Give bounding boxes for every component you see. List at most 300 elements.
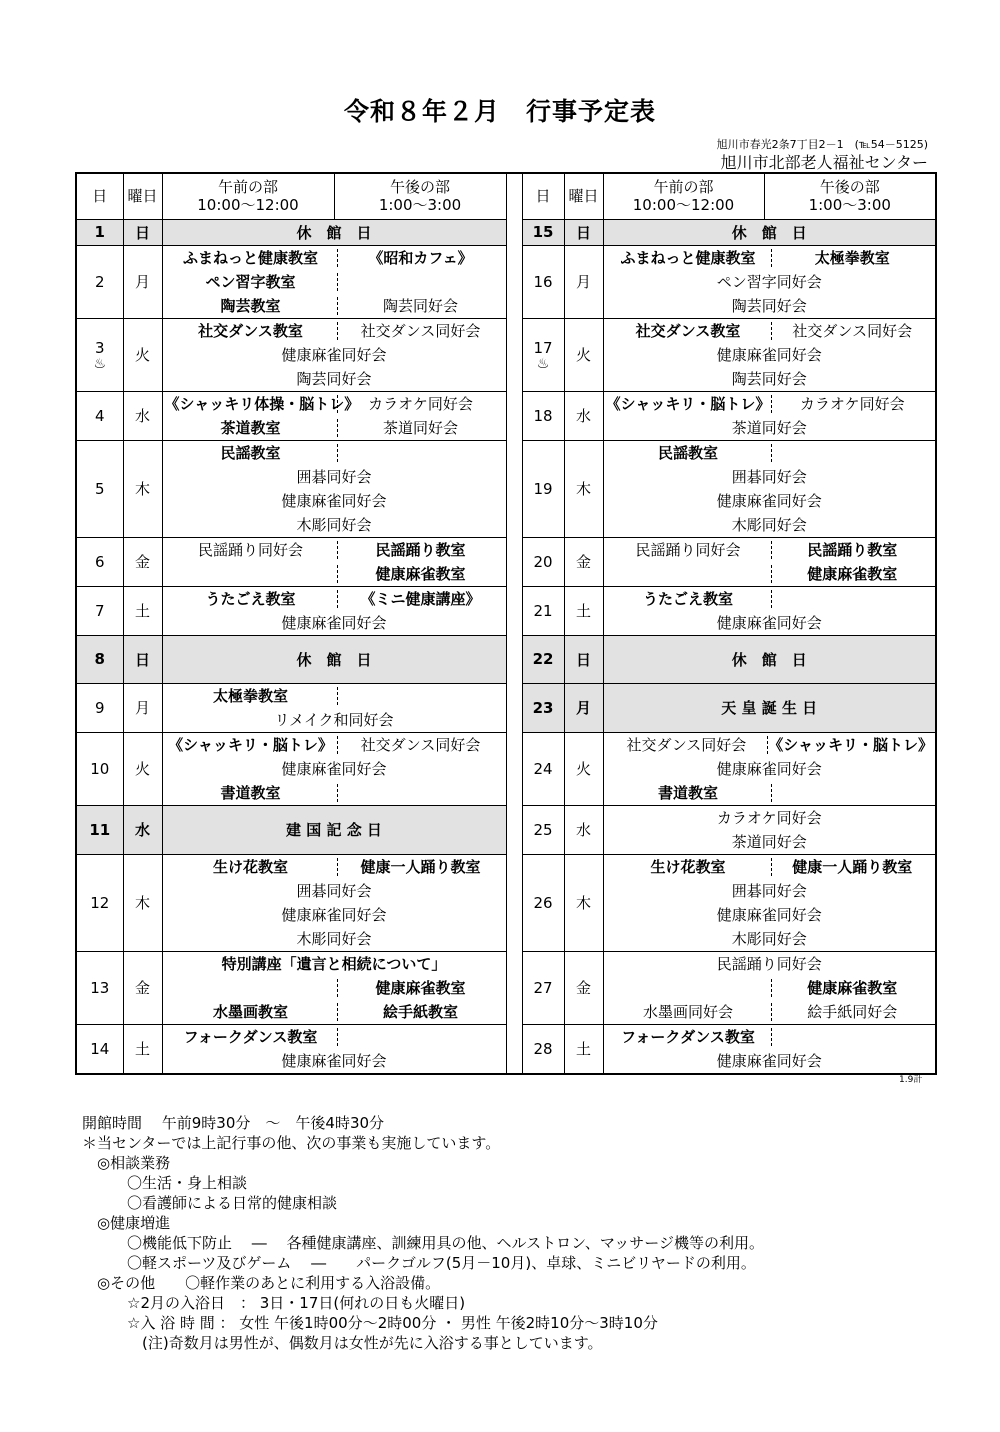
activity-shared: 陶芸同好会 xyxy=(731,296,807,315)
closed-label: 休 館 日 xyxy=(296,650,372,669)
activity-line xyxy=(165,952,504,976)
am-pm-divider xyxy=(771,444,772,462)
left-day-cell xyxy=(76,440,123,537)
weekday-label: 水 xyxy=(575,407,591,425)
note-line: ☆入 浴 時 間 ： 女性 午後1時00分～2時00分 ・ 男性 午後2時10分～3時10分 xyxy=(82,1314,658,1332)
activity-line xyxy=(165,270,504,294)
day-number: 22 xyxy=(532,650,554,668)
am-pm-divider xyxy=(771,784,772,802)
column-gap xyxy=(506,440,522,537)
note-line: ◎健康増進 xyxy=(82,1214,171,1232)
note-line: 開館時間 午前9時30分 ～ 午後4時30分 xyxy=(82,1114,385,1132)
activity-line xyxy=(606,465,934,489)
right-day-cell xyxy=(522,683,564,732)
left-day-cell xyxy=(76,537,123,586)
activity-am: フォークダンス教室 xyxy=(183,1027,318,1046)
right-weekday-cell xyxy=(564,318,603,391)
right-activities-cell xyxy=(603,805,936,854)
right-day-cell xyxy=(522,635,564,683)
weekday-label: 火 xyxy=(575,346,591,364)
header-weekday: 曜日 xyxy=(123,173,162,219)
weekday-label: 木 xyxy=(575,480,591,498)
header-am-time: 10:00～12:00 xyxy=(632,196,735,215)
right-day-cell xyxy=(522,951,564,1024)
activity-shared: 健康麻雀同好会 xyxy=(281,345,387,364)
weekday-label: 金 xyxy=(134,979,150,997)
day-number: 20 xyxy=(533,552,553,571)
right-weekday-cell xyxy=(564,635,603,683)
note-line: (注)奇数月は男性が、偶数月は女性が先に入浴する事としています。 xyxy=(82,1334,603,1352)
note-line: 〇軽スポーツ及びゲーム ― パークゴルフ(5月－10月)、卓球、ミニビリヤードの利用。 xyxy=(82,1254,756,1272)
activity-line xyxy=(165,1025,504,1049)
activity-line xyxy=(165,319,504,343)
day-number: 11 xyxy=(89,820,111,839)
right-day-cell xyxy=(522,245,564,318)
right-day-cell xyxy=(522,1024,564,1074)
activity-line xyxy=(606,611,934,635)
activity-line xyxy=(606,441,934,465)
weekday-label: 火 xyxy=(134,760,150,778)
activity-pm: 《シャッキリ・脳トレ》 xyxy=(768,735,933,754)
right-closed-cell xyxy=(603,635,936,683)
right-activities-cell xyxy=(603,586,936,635)
am-pm-divider xyxy=(771,590,772,608)
activity-line xyxy=(606,416,934,440)
activity-line xyxy=(606,927,934,951)
weekday-label: 日 xyxy=(575,650,591,669)
activity-am: ペン習字教室 xyxy=(205,272,296,291)
schedule-row xyxy=(76,391,936,440)
activity-line xyxy=(606,538,934,562)
activity-line xyxy=(606,806,934,830)
weekday-label: 月 xyxy=(134,699,150,717)
closed-label: 休 館 日 xyxy=(731,650,807,669)
schedule-row xyxy=(76,732,936,805)
activity-line xyxy=(606,319,934,343)
activity-line xyxy=(165,465,504,489)
activity-am: うたごえ教室 xyxy=(205,589,296,608)
column-gap xyxy=(506,245,522,318)
left-day-cell xyxy=(76,1024,123,1074)
activity-shared: 特別講座「遺言と相続について」 xyxy=(221,954,447,973)
day-number: 19 xyxy=(533,479,553,498)
activity-shared: 木彫同好会 xyxy=(731,929,807,948)
activity-shared: 陶芸同好会 xyxy=(731,369,807,388)
right-day-cell xyxy=(522,586,564,635)
header-am xyxy=(603,173,764,219)
day-number: 21 xyxy=(533,601,553,620)
left-day-cell xyxy=(76,805,123,854)
activity-line xyxy=(165,1049,504,1073)
am-pm-divider xyxy=(337,1028,338,1046)
closed-label: 休 館 日 xyxy=(296,223,372,242)
notes-section xyxy=(82,1113,764,1353)
right-day-cell xyxy=(522,732,564,805)
column-gap xyxy=(506,1024,522,1074)
schedule-row xyxy=(76,854,936,951)
corner-note: 1.9計 xyxy=(899,1075,923,1085)
day-number: 15 xyxy=(532,223,554,241)
day-number: 9 xyxy=(94,698,105,717)
schedule-row xyxy=(76,219,936,245)
activity-am: 書道教室 xyxy=(220,783,281,802)
weekday-label: 水 xyxy=(134,407,150,425)
right-day-cell xyxy=(522,318,564,391)
header-am-time: 10:00～12:00 xyxy=(197,196,299,215)
weekday-label: 火 xyxy=(575,760,591,778)
left-activities-cell xyxy=(162,854,506,951)
activity-shared: 囲碁同好会 xyxy=(296,881,372,900)
activity-shared: 民謡踊り同好会 xyxy=(716,954,822,973)
left-weekday-cell xyxy=(123,537,162,586)
activity-shared: 健康麻雀同好会 xyxy=(281,491,387,510)
activity-shared: ペン習字同好会 xyxy=(716,272,822,291)
activity-am: 民謡教室 xyxy=(657,443,718,462)
right-day-cell xyxy=(522,219,564,245)
left-weekday-cell xyxy=(123,854,162,951)
right-activities-cell xyxy=(603,245,936,318)
activity-line xyxy=(165,513,504,537)
activity-line xyxy=(606,587,934,611)
day-number: 3 xyxy=(94,338,105,357)
activity-shared: カラオケ同好会 xyxy=(716,808,822,827)
activity-line xyxy=(606,830,934,854)
activity-line xyxy=(165,587,504,611)
right-activities-cell xyxy=(603,951,936,1024)
right-weekday-cell xyxy=(564,440,603,537)
closed-label: 天 皇 誕 生 日 xyxy=(721,699,818,717)
activity-am: 《シャッキリ・脳トレ》 xyxy=(168,735,333,754)
activity-pm: 《ミニ健康講座》 xyxy=(360,589,481,608)
closed-label: 建 国 記 念 日 xyxy=(286,821,382,839)
left-day-cell xyxy=(76,951,123,1024)
activity-pm: カラオケ同好会 xyxy=(799,394,905,413)
schedule-row xyxy=(76,805,936,854)
day-number: 27 xyxy=(533,978,553,997)
activity-am: 陶芸教室 xyxy=(220,296,281,315)
activity-shared: 健康麻雀同好会 xyxy=(716,905,822,924)
activity-am: 社交ダンス同好会 xyxy=(626,735,747,754)
activity-shared: 健康麻雀同好会 xyxy=(281,905,387,924)
column-gap xyxy=(506,586,522,635)
weekday-label: 金 xyxy=(134,553,150,571)
activity-shared: 茶道同好会 xyxy=(731,418,807,437)
day-number: 28 xyxy=(533,1039,553,1058)
column-gap xyxy=(506,391,522,440)
activity-line xyxy=(165,757,504,781)
left-activities-cell xyxy=(162,732,506,805)
activity-pm: 絵手紙教室 xyxy=(382,1002,458,1021)
activity-shared: 健康麻雀同好会 xyxy=(716,1051,822,1070)
column-gap xyxy=(506,732,522,805)
page-title: 令和８年２月 行事予定表 xyxy=(343,97,656,126)
header-am-title: 午前の部 xyxy=(653,178,714,197)
left-closed-cell xyxy=(162,635,506,683)
activity-am: フォークダンス教室 xyxy=(621,1027,755,1046)
column-gap xyxy=(506,537,522,586)
right-weekday-cell xyxy=(564,683,603,732)
activity-am: 書道教室 xyxy=(657,783,718,802)
schedule-row xyxy=(76,537,936,586)
left-weekday-cell xyxy=(123,635,162,683)
activity-pm: 健康麻雀教室 xyxy=(807,978,898,997)
left-activities-cell xyxy=(162,537,506,586)
right-weekday-cell xyxy=(564,537,603,586)
activity-shared: 健康麻雀同好会 xyxy=(281,1051,387,1070)
schedule-row xyxy=(76,1024,936,1074)
header-pm xyxy=(334,173,506,219)
weekday-label: 日 xyxy=(575,223,591,242)
activity-line xyxy=(606,270,934,294)
closed-label: 休 館 日 xyxy=(731,223,807,242)
activity-line xyxy=(165,708,504,732)
header-pm-title: 午後の部 xyxy=(389,178,450,197)
weekday-label: 月 xyxy=(575,699,591,717)
activity-pm: 陶芸同好会 xyxy=(382,296,458,315)
left-day-cell xyxy=(76,854,123,951)
note-line: 〇機能低下防止 ― 各種健康講座、訓練用具の他、ヘルストロン、マッサージ機等の利用。 xyxy=(82,1234,764,1252)
activity-am: 茶道教室 xyxy=(220,418,281,437)
header-weekday: 曜日 xyxy=(564,173,603,219)
activity-line xyxy=(606,855,934,879)
right-activities-cell xyxy=(603,732,936,805)
activity-shared: 木彫同好会 xyxy=(296,515,372,534)
activity-line xyxy=(606,903,934,927)
note-line: ◎その他 〇軽作業のあとに利用する入浴設備。 xyxy=(82,1274,441,1292)
right-weekday-cell xyxy=(564,951,603,1024)
right-closed-cell xyxy=(603,683,936,732)
weekday-label: 木 xyxy=(134,480,150,498)
activity-line xyxy=(606,343,934,367)
schedule-row xyxy=(76,951,936,1024)
left-weekday-cell xyxy=(123,586,162,635)
activity-shared: リメイク和同好会 xyxy=(274,710,394,729)
left-day-cell xyxy=(76,635,123,683)
weekday-label: 土 xyxy=(134,602,150,620)
day-number: 10 xyxy=(90,759,110,778)
column-gap xyxy=(506,951,522,1024)
column-gap xyxy=(506,318,522,391)
activity-line xyxy=(165,538,504,562)
weekday-label: 月 xyxy=(575,273,591,291)
column-gap xyxy=(506,854,522,951)
left-closed-cell xyxy=(162,219,506,245)
left-weekday-cell xyxy=(123,1024,162,1074)
weekday-label: 月 xyxy=(134,273,150,291)
left-activities-cell xyxy=(162,1024,506,1074)
activity-pm: 社交ダンス同好会 xyxy=(360,321,481,340)
activity-line xyxy=(165,367,504,391)
activity-am: 社交ダンス教室 xyxy=(198,321,303,340)
left-weekday-cell xyxy=(123,732,162,805)
activity-line xyxy=(606,392,934,416)
right-weekday-cell xyxy=(564,1024,603,1074)
am-pm-divider xyxy=(337,444,338,462)
header-am xyxy=(162,173,334,219)
am-pm-divider xyxy=(771,1028,772,1046)
right-weekday-cell xyxy=(564,805,603,854)
right-activities-cell xyxy=(603,1024,936,1074)
column-gap xyxy=(506,805,522,854)
right-activities-cell xyxy=(603,318,936,391)
activity-pm: 健康麻雀教室 xyxy=(807,564,898,583)
activity-am: 水墨画教室 xyxy=(212,1002,288,1021)
right-day-cell xyxy=(522,537,564,586)
weekday-label: 水 xyxy=(134,821,150,839)
am-pm-divider xyxy=(337,784,338,802)
activity-pm: 社交ダンス同好会 xyxy=(360,735,481,754)
activity-line xyxy=(606,1049,934,1073)
day-number: 4 xyxy=(94,406,105,425)
activity-line xyxy=(165,903,504,927)
weekday-label: 土 xyxy=(575,1040,591,1058)
note-line: ◎相談業務 xyxy=(82,1154,171,1172)
activity-shared: 健康麻雀同好会 xyxy=(716,345,822,364)
day-number: 12 xyxy=(90,893,110,912)
activity-shared: 囲碁同好会 xyxy=(731,881,807,900)
activity-pm: 健康一人踊り教室 xyxy=(360,857,481,876)
activity-am: うたごえ教室 xyxy=(642,589,733,608)
schedule-row xyxy=(76,440,936,537)
header-day: 日 xyxy=(76,173,123,219)
activity-line xyxy=(606,879,934,903)
activity-line xyxy=(165,489,504,513)
weekday-label: 火 xyxy=(134,346,150,364)
left-closed-cell xyxy=(162,805,506,854)
activity-line xyxy=(606,294,934,318)
activity-shared: 陶芸同好会 xyxy=(296,369,372,388)
activity-am: 民謡踊り同好会 xyxy=(635,540,741,559)
day-number: 8 xyxy=(94,650,105,668)
activity-line xyxy=(606,489,934,513)
left-activities-cell xyxy=(162,318,506,391)
weekday-label: 金 xyxy=(575,553,591,571)
activity-line xyxy=(165,733,504,757)
activity-line xyxy=(165,879,504,903)
day-number: 25 xyxy=(533,820,553,839)
activity-shared: 囲碁同好会 xyxy=(296,467,372,486)
activity-line xyxy=(606,757,934,781)
left-activities-cell xyxy=(162,683,506,732)
left-day-cell xyxy=(76,732,123,805)
activity-line xyxy=(606,367,934,391)
organization-name: 旭川市北部老人福祉センター xyxy=(720,153,928,172)
address: 旭川市春光2条7丁目2－1 (℡54－5125) xyxy=(716,138,928,151)
left-weekday-cell xyxy=(123,219,162,245)
schedule-row xyxy=(76,635,936,683)
weekday-label: 金 xyxy=(575,979,591,997)
activity-line xyxy=(165,416,504,440)
left-activities-cell xyxy=(162,586,506,635)
activity-am: 太極拳教室 xyxy=(212,686,288,705)
am-pm-divider xyxy=(337,273,338,291)
activity-pm: 民謡踊り教室 xyxy=(375,540,466,559)
right-closed-cell xyxy=(603,219,936,245)
hot-spring-icon: ♨ xyxy=(536,355,550,372)
note-line: ☆2月の入浴日 ： 3日・17日(何れの日も火曜日) xyxy=(82,1294,466,1312)
activity-pm: カラオケ同好会 xyxy=(368,394,473,413)
weekday-label: 日 xyxy=(134,650,150,669)
right-activities-cell xyxy=(603,537,936,586)
header-pm-time: 1:00～3:00 xyxy=(808,196,891,215)
column-gap xyxy=(506,683,522,732)
activity-shared: 健康麻雀同好会 xyxy=(716,759,822,778)
header-pm-time: 1:00～3:00 xyxy=(378,196,462,215)
activity-am: 民謡踊り同好会 xyxy=(197,540,303,559)
activity-line xyxy=(165,246,504,270)
activity-pm: 民謡踊り教室 xyxy=(807,540,898,559)
activity-am: 民謡教室 xyxy=(220,443,281,462)
right-weekday-cell xyxy=(564,219,603,245)
column-gap xyxy=(506,173,522,219)
left-day-cell xyxy=(76,683,123,732)
right-weekday-cell xyxy=(564,391,603,440)
left-activities-cell xyxy=(162,951,506,1024)
weekday-label: 木 xyxy=(134,894,150,912)
weekday-label: 木 xyxy=(575,894,591,912)
left-day-cell xyxy=(76,245,123,318)
activity-pm: 《昭和カフェ》 xyxy=(368,248,473,267)
activity-am: 水墨画同好会 xyxy=(642,1002,733,1021)
am-pm-divider xyxy=(337,687,338,705)
activity-line xyxy=(606,781,934,805)
left-activities-cell xyxy=(162,440,506,537)
activity-am: ふまねっと健康教室 xyxy=(620,248,756,267)
day-number: 5 xyxy=(94,479,105,498)
hot-spring-icon: ♨ xyxy=(93,355,107,372)
weekday-label: 土 xyxy=(575,602,591,620)
right-activities-cell xyxy=(603,854,936,951)
right-activities-cell xyxy=(603,391,936,440)
activity-shared: 健康麻雀同好会 xyxy=(281,613,387,632)
activity-line xyxy=(165,343,504,367)
right-day-cell xyxy=(522,854,564,951)
weekday-label: 土 xyxy=(134,1040,150,1058)
left-weekday-cell xyxy=(123,318,162,391)
activity-line xyxy=(165,294,504,318)
activity-line xyxy=(606,513,934,537)
left-activities-cell xyxy=(162,245,506,318)
activity-line xyxy=(606,562,934,586)
activity-pm: 茶道同好会 xyxy=(382,418,458,437)
activity-line xyxy=(165,562,504,586)
header-pm-title: 午後の部 xyxy=(819,178,880,197)
activity-pm: 絵手紙同好会 xyxy=(807,1002,898,1021)
left-day-cell xyxy=(76,219,123,245)
right-activities-cell xyxy=(603,440,936,537)
header-pm xyxy=(764,173,936,219)
day-number: 17 xyxy=(533,338,553,357)
activity-line xyxy=(606,1025,934,1049)
activity-am: 生け花教室 xyxy=(650,857,726,876)
activity-shared: 囲碁同好会 xyxy=(731,467,807,486)
day-number: 1 xyxy=(94,223,105,241)
activity-pm: 健康麻雀教室 xyxy=(375,978,466,997)
activity-shared: 茶道同好会 xyxy=(731,832,807,851)
activity-line xyxy=(165,927,504,951)
activity-am: 社交ダンス教室 xyxy=(635,321,741,340)
schedule-row xyxy=(76,586,936,635)
weekday-label: 日 xyxy=(134,223,150,242)
schedule-row xyxy=(76,245,936,318)
activity-line xyxy=(165,781,504,805)
activity-line xyxy=(606,733,934,757)
header-am-title: 午前の部 xyxy=(217,178,278,197)
schedule-row xyxy=(76,318,936,391)
left-day-cell xyxy=(76,318,123,391)
right-weekday-cell xyxy=(564,245,603,318)
activity-pm: 健康一人踊り教室 xyxy=(792,857,913,876)
